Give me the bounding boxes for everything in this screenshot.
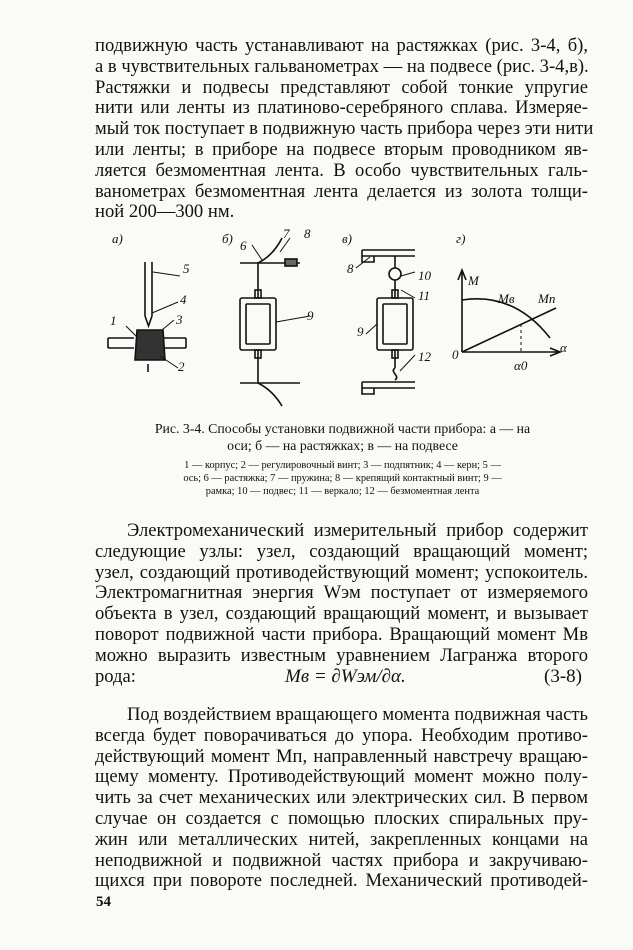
part-num-10: 10 [418, 268, 431, 283]
text-line: жин или металлических нитей, закрепленных концами на [95, 828, 588, 850]
legend-line: 1 — корпус; 2 — регулировочный винт; 3 — подпятник; 4 — керн; 5 — [184, 460, 501, 471]
panel-label-d: г) [456, 231, 466, 246]
axis-shape [145, 262, 152, 326]
part-num-1: 1 [110, 313, 117, 328]
coil-frame-inner [246, 304, 270, 344]
part-num-9c: 9 [357, 324, 364, 339]
equation-number: (3-8) [544, 666, 582, 687]
mp-line-shape [462, 308, 556, 352]
part-num-7: 7 [283, 226, 290, 241]
text-line: случае он создается с помощью плоских спиральных пру- [95, 807, 588, 829]
part-num-12: 12 [418, 349, 431, 364]
contact-screw-shape [285, 259, 297, 266]
text-line: или ленты; в приборе на подвесе вторым проводником яв- [95, 138, 588, 160]
graph-mv-label: Mв [498, 291, 515, 306]
paragraph-structure [95, 521, 588, 687]
legend-line: рамка; 10 — подвес; 11 — веркало; 12 — безмоментная лента [205, 486, 480, 497]
y-axis-shape [458, 270, 466, 352]
text-line: ляется безмоментная лента. В особо чувствительных галь- [95, 159, 588, 181]
part-num-5: 5 [183, 261, 190, 276]
text-line: а в чувствительных гальванометрах — на подвесе (рис. 3-4,в). [95, 55, 589, 77]
top-support [362, 250, 415, 256]
graph-x-label: α [560, 340, 567, 355]
part-num-2: 2 [178, 359, 185, 374]
figure-caption [100, 420, 585, 454]
text-line: неподвижной и подвижной частях прибора и закручиваю- [95, 849, 588, 871]
text-line: Под воздействием вращающего момента подвижная часть [127, 704, 588, 725]
figure-3-4 [0, 0, 633, 420]
graph-origin: 0 [452, 347, 459, 362]
page-number: 54 [96, 894, 111, 910]
jewel-bearing-shape [135, 330, 165, 360]
panel-label-b: б) [222, 231, 233, 246]
leader-lines-b [252, 238, 310, 322]
mirror-shape [389, 268, 401, 280]
text-line: нити или ленты из платиново-серебряного сплава. Измеряе- [95, 97, 588, 119]
text-line: Электромагнитная энергия Wэм поступает от измеряемого [95, 582, 588, 604]
bottom-support [362, 382, 415, 394]
graph-y-label: M [468, 273, 479, 288]
text-line: следующие узлы: узел, создающий вращающий момент; [95, 540, 588, 562]
leader-lines-c [356, 257, 415, 371]
part-num-6: 6 [240, 238, 247, 253]
equation-3-8 [95, 666, 588, 690]
text-line: объекта в узел, создающий вращающий момент, и вызывает [95, 603, 588, 625]
text-line: действующий момент Mп, направленный навстречу вращаю- [95, 745, 588, 767]
part-num-8c: 8 [347, 261, 354, 276]
text-line: Электромеханический измерительный прибор содержит [127, 520, 588, 541]
equation-formula: Mв = ∂Wэм/∂α. [285, 666, 406, 687]
graph-alpha0: α0 [514, 358, 528, 373]
graph-mp-label: Mп [538, 291, 556, 306]
panel-label-c: в) [342, 231, 352, 246]
figure-legend [100, 459, 585, 498]
text-line: рода: [95, 665, 136, 687]
part-num-11: 11 [418, 288, 431, 303]
legend-line: ось; 6 — растяжка; 7 — пружина; 8 — крепящий контактный винт; 9 — [183, 473, 502, 484]
caption-line: оси; б — на растяжках; в — на подвесе [227, 438, 458, 453]
part-num-9: 9 [307, 308, 314, 323]
text-line: щему моменту. Противодействующий момент можно полу- [95, 766, 588, 788]
text-line: Растяжки и подвесы представляют собой тонкие упругие [95, 76, 588, 98]
text-line: всегда будет поворачиваться до упора. Необходим противо- [95, 724, 588, 746]
part-num-3: 3 [176, 312, 183, 327]
paragraph-counter-torque [95, 705, 588, 892]
text-line: чить за счет механических или электрических сил. В первом [95, 787, 588, 809]
coil-frame-c-inner [383, 304, 407, 344]
text-line: подвижную часть устанавливают на растяжках (рис. 3-4, б), [95, 35, 588, 56]
text-line: ной 200—300 нм. [95, 201, 235, 223]
text-line: узел, создающий противодействующий момент; успокоитель. [95, 561, 588, 583]
caption-line: Рис. 3-4. Способы установки подвижной части прибора: а — на [154, 421, 531, 436]
ribbon-shape [393, 368, 396, 380]
panel-label-a: а) [112, 231, 123, 246]
text-line: ванометрах безмоментная лента делается из золота толщи- [95, 180, 588, 202]
part-num-4: 4 [180, 292, 187, 307]
part-num-8: 8 [304, 226, 311, 241]
text-line: можно выразить известным уравнением Лагранжа второго [95, 644, 588, 666]
x-axis-shape [462, 348, 560, 356]
text-line: мый ток поступает в подвижную часть прибора через эти нити [95, 118, 594, 140]
text-line: поворот подвижной части прибора. Вращающий момент Mв [95, 623, 588, 645]
text-line: щихся при повороте последней. Механический противодей- [95, 870, 588, 892]
